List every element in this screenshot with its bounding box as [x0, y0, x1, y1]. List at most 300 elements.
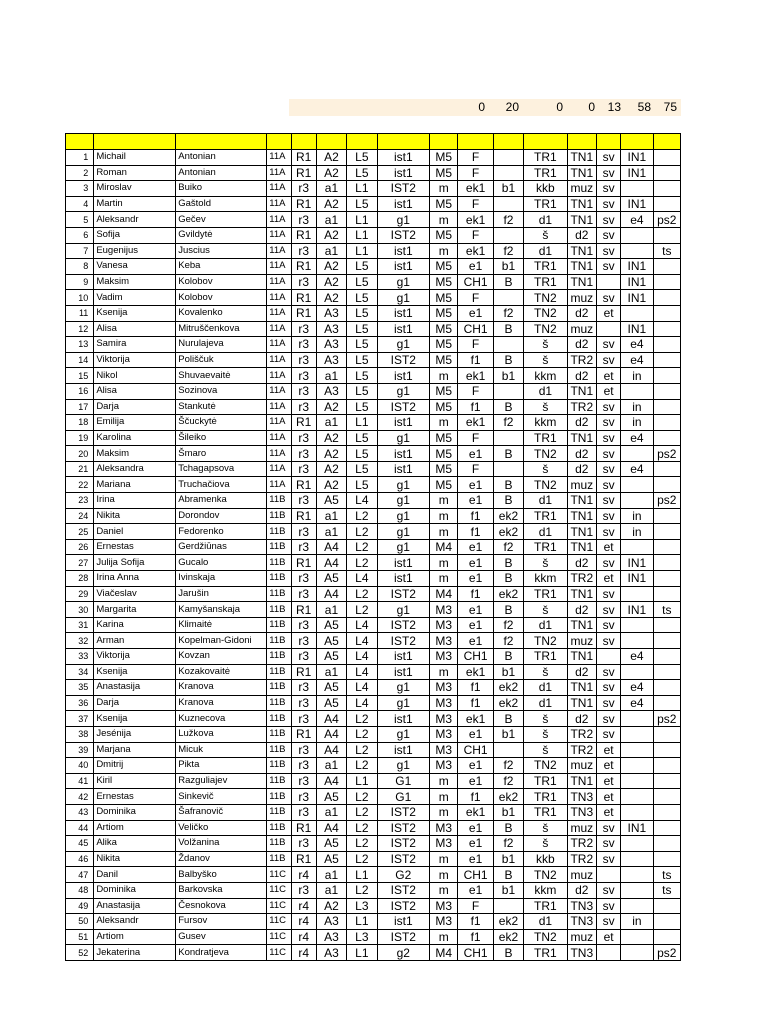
col-extra-cell: [653, 181, 680, 197]
col-sv-cell: et: [596, 368, 620, 384]
col-tr-cell: š: [524, 726, 567, 742]
col-b-cell: B: [493, 711, 523, 727]
col-m-cell: M3: [430, 898, 458, 914]
col-b-cell: [493, 383, 523, 399]
col-b-cell: b1: [493, 368, 523, 384]
col-f-cell: F: [458, 290, 493, 306]
last-name-cell: Kopelman-Gidoni: [176, 633, 267, 649]
col-ist-cell: ist1: [377, 196, 430, 212]
col-r-cell: r3: [291, 882, 316, 898]
class-cell: 11A: [267, 305, 291, 321]
col-m-cell: M5: [430, 274, 458, 290]
col-a-cell: A3: [316, 337, 346, 353]
col-extra-cell: [653, 571, 680, 587]
col-tr-cell: kkm: [524, 882, 567, 898]
table-row: [66, 150, 681, 166]
col-f-cell: e1: [458, 820, 493, 836]
col-in-cell: IN1: [621, 274, 653, 290]
first-name-cell: Ksenija: [94, 711, 176, 727]
last-name-cell: Gvildytė: [176, 227, 267, 243]
first-name-cell: Artiom: [94, 820, 176, 836]
col-b-cell: ek2: [493, 508, 523, 524]
col-a-cell: A5: [316, 493, 346, 509]
col-extra-cell: [653, 649, 680, 665]
col-b-cell: f2: [493, 212, 523, 228]
col-m-cell: M5: [430, 259, 458, 275]
col-ist-cell: IST2: [377, 929, 430, 945]
summary-value: 20: [505, 100, 519, 114]
table-row: [66, 914, 681, 930]
row-number-cell: 28: [66, 571, 94, 587]
col-m-cell: M5: [430, 383, 458, 399]
col-sv-cell: sv: [596, 477, 620, 493]
class-cell: 11A: [267, 461, 291, 477]
col-b-cell: f2: [493, 773, 523, 789]
first-name-cell: Martin: [94, 196, 176, 212]
class-cell: 11A: [267, 321, 291, 337]
table-row: [66, 726, 681, 742]
col-r-cell: r3: [291, 383, 316, 399]
col-in-cell: in: [621, 399, 653, 415]
first-name-cell: Ksenija: [94, 305, 176, 321]
class-cell: 11A: [267, 165, 291, 181]
col-extra-cell: [653, 477, 680, 493]
col-tr-cell: TR1: [524, 804, 567, 820]
table-row: [66, 742, 681, 758]
first-name-cell: Artiom: [94, 929, 176, 945]
col-in-cell: e4: [621, 430, 653, 446]
col-m-cell: M3: [430, 617, 458, 633]
col-l-cell: L2: [347, 820, 377, 836]
col-a-cell: A2: [316, 196, 346, 212]
first-name-cell: Danil: [94, 867, 176, 883]
col-l-cell: L5: [347, 305, 377, 321]
last-name-cell: Fursov: [176, 914, 267, 930]
row-number-cell: 41: [66, 773, 94, 789]
col-tr-cell: TN2: [524, 867, 567, 883]
col-tn-cell: TN1: [567, 524, 596, 540]
table-row: [66, 415, 681, 431]
last-name-cell: Fedorenko: [176, 524, 267, 540]
col-f-cell: F: [458, 227, 493, 243]
row-number-cell: 48: [66, 882, 94, 898]
col-r-cell: r3: [291, 649, 316, 665]
col-extra-cell: [653, 726, 680, 742]
table-row: [66, 368, 681, 384]
col-tr-cell: TN2: [524, 446, 567, 462]
col-l-cell: L5: [347, 321, 377, 337]
col-a-cell: A2: [316, 150, 346, 166]
col-b-cell: B: [493, 945, 523, 961]
col-ist-cell: g2: [377, 945, 430, 961]
col-sv-cell: sv: [596, 196, 620, 212]
col-sv-cell: [596, 649, 620, 665]
col-extra-cell: [653, 804, 680, 820]
table-row: [66, 945, 681, 961]
first-name-cell: Vadim: [94, 290, 176, 306]
first-name-cell: Ernestas: [94, 539, 176, 555]
col-m-cell: M5: [430, 227, 458, 243]
col-f-cell: e1: [458, 539, 493, 555]
col-sv-cell: et: [596, 789, 620, 805]
table-row: [66, 773, 681, 789]
class-cell: 11A: [267, 274, 291, 290]
col-m-cell: M3: [430, 649, 458, 665]
row-number-cell: 7: [66, 243, 94, 259]
col-sv-cell: sv: [596, 664, 620, 680]
col-tn-cell: d2: [567, 305, 596, 321]
col-m-cell: M4: [430, 539, 458, 555]
col-tr-cell: š: [524, 836, 567, 852]
col-m-cell: m: [430, 929, 458, 945]
col-sv-cell: sv: [596, 602, 620, 618]
col-in-cell: IN1: [621, 290, 653, 306]
col-l-cell: L2: [347, 508, 377, 524]
col-tr-cell: TN2: [524, 929, 567, 945]
col-l-cell: L2: [347, 742, 377, 758]
col-m-cell: M3: [430, 758, 458, 774]
col-ist-cell: g1: [377, 212, 430, 228]
class-cell: 11B: [267, 695, 291, 711]
col-extra-cell: ps2: [653, 212, 680, 228]
row-number-cell: 16: [66, 383, 94, 399]
col-f-cell: ek1: [458, 243, 493, 259]
first-name-cell: Miroslav: [94, 181, 176, 197]
col-extra-cell: [653, 929, 680, 945]
col-in-cell: [621, 586, 653, 602]
col-ist-cell: ist1: [377, 150, 430, 166]
col-extra-cell: [653, 789, 680, 805]
col-tn-cell: TN1: [567, 695, 596, 711]
first-name-cell: Michail: [94, 150, 176, 166]
first-name-cell: Nikol: [94, 368, 176, 384]
col-b-cell: [493, 165, 523, 181]
col-b-cell: f2: [493, 836, 523, 852]
col-tr-cell: d1: [524, 680, 567, 696]
col-f-cell: f1: [458, 929, 493, 945]
col-r-cell: r3: [291, 321, 316, 337]
first-name-cell: Aleksandr: [94, 914, 176, 930]
col-in-cell: [621, 726, 653, 742]
col-tn-cell: TN1: [567, 259, 596, 275]
col-tn-cell: TN1: [567, 274, 596, 290]
col-ist-cell: IST2: [377, 633, 430, 649]
col-f-cell: ek1: [458, 804, 493, 820]
col-a-cell: a1: [316, 243, 346, 259]
col-b-cell: B: [493, 321, 523, 337]
col-a-cell: a1: [316, 181, 346, 197]
col-r-cell: r4: [291, 898, 316, 914]
col-m-cell: m: [430, 851, 458, 867]
col-ist-cell: IST2: [377, 586, 430, 602]
col-tr-cell: TR1: [524, 508, 567, 524]
col-a-cell: A5: [316, 633, 346, 649]
last-name-cell: Stankutė: [176, 399, 267, 415]
row-number-cell: 29: [66, 586, 94, 602]
col-l-cell: L2: [347, 539, 377, 555]
col-tn-cell: d2: [567, 882, 596, 898]
col-l-cell: L5: [347, 446, 377, 462]
col-tn-cell: TR2: [567, 742, 596, 758]
first-name-cell: Arman: [94, 633, 176, 649]
col-l-cell: L1: [347, 415, 377, 431]
col-tr-cell: d1: [524, 383, 567, 399]
last-name-cell: Mitruščenkova: [176, 321, 267, 337]
table-row: [66, 243, 681, 259]
col-tr-cell: d1: [524, 914, 567, 930]
col-a-cell: A4: [316, 586, 346, 602]
col-ist-cell: G1: [377, 773, 430, 789]
col-b-cell: ek2: [493, 680, 523, 696]
first-name-cell: Maksim: [94, 274, 176, 290]
last-name-cell: Tchagapsova: [176, 461, 267, 477]
table-row: [66, 649, 681, 665]
col-a-cell: A4: [316, 711, 346, 727]
col-m-cell: m: [430, 508, 458, 524]
col-r-cell: r3: [291, 773, 316, 789]
col-m-cell: M5: [430, 196, 458, 212]
col-extra-cell: [653, 914, 680, 930]
col-tr-cell: TR1: [524, 430, 567, 446]
col-b-cell: B: [493, 649, 523, 665]
row-number-cell: 34: [66, 664, 94, 680]
col-ist-cell: IST2: [377, 804, 430, 820]
class-cell: 11A: [267, 477, 291, 493]
row-number-cell: 46: [66, 851, 94, 867]
col-tn-cell: TR2: [567, 726, 596, 742]
col-a-cell: A2: [316, 227, 346, 243]
col-a-cell: A5: [316, 680, 346, 696]
col-l-cell: L5: [347, 399, 377, 415]
last-name-cell: Šafranovič: [176, 804, 267, 820]
col-tr-cell: kkm: [524, 368, 567, 384]
col-tn-cell: d2: [567, 555, 596, 571]
row-number-cell: 10: [66, 290, 94, 306]
col-sv-cell: [596, 321, 620, 337]
first-name-cell: Dominika: [94, 882, 176, 898]
row-number-cell: 43: [66, 804, 94, 820]
summary-value: 0: [556, 100, 563, 114]
first-name-cell: Nikita: [94, 851, 176, 867]
col-r-cell: r3: [291, 212, 316, 228]
col-l-cell: L5: [347, 274, 377, 290]
col-l-cell: L4: [347, 695, 377, 711]
col-m-cell: M3: [430, 711, 458, 727]
class-cell: 11C: [267, 867, 291, 883]
last-name-cell: Šileiko: [176, 430, 267, 446]
col-sv-cell: [596, 867, 620, 883]
col-tr-cell: TR1: [524, 165, 567, 181]
col-r-cell: r3: [291, 493, 316, 509]
col-a-cell: A3: [316, 352, 346, 368]
col-sv-cell: [596, 945, 620, 961]
col-a-cell: A2: [316, 290, 346, 306]
class-cell: 11A: [267, 430, 291, 446]
col-l-cell: L2: [347, 804, 377, 820]
col-sv-cell: sv: [596, 227, 620, 243]
table-row: [66, 711, 681, 727]
first-name-cell: Sofija: [94, 227, 176, 243]
first-name-cell: Irina: [94, 493, 176, 509]
col-sv-cell: sv: [596, 898, 620, 914]
col-tr-cell: d1: [524, 243, 567, 259]
table-row: [66, 165, 681, 181]
col-ist-cell: g1: [377, 524, 430, 540]
col-r-cell: r3: [291, 789, 316, 805]
col-m-cell: m: [430, 773, 458, 789]
col-ist-cell: IST2: [377, 820, 430, 836]
col-b-cell: b1: [493, 664, 523, 680]
col-in-cell: [621, 773, 653, 789]
col-b-cell: B: [493, 274, 523, 290]
table-row: [66, 337, 681, 353]
col-in-cell: [621, 227, 653, 243]
col-ist-cell: ist1: [377, 321, 430, 337]
col-b-cell: f2: [493, 617, 523, 633]
col-f-cell: e1: [458, 773, 493, 789]
first-name-cell: Jesénija: [94, 726, 176, 742]
class-cell: 11B: [267, 711, 291, 727]
col-f-cell: f1: [458, 914, 493, 930]
col-f-cell: CH1: [458, 945, 493, 961]
col-f-cell: e1: [458, 617, 493, 633]
last-name-cell: Abramenka: [176, 493, 267, 509]
col-tr-cell: š: [524, 555, 567, 571]
table-row: [66, 196, 681, 212]
col-f-cell: F: [458, 898, 493, 914]
col-ist-cell: g1: [377, 602, 430, 618]
col-tr-cell: TR1: [524, 539, 567, 555]
first-name-cell: Alisa: [94, 383, 176, 399]
last-name-cell: Pikta: [176, 758, 267, 774]
col-in-cell: IN1: [621, 555, 653, 571]
class-cell: 11B: [267, 742, 291, 758]
row-number-cell: 25: [66, 524, 94, 540]
col-ist-cell: ist1: [377, 415, 430, 431]
col-extra-cell: [653, 165, 680, 181]
col-m-cell: M3: [430, 695, 458, 711]
col-b-cell: f2: [493, 758, 523, 774]
class-cell: 11A: [267, 446, 291, 462]
class-cell: 11B: [267, 602, 291, 618]
col-l-cell: L2: [347, 602, 377, 618]
row-number-cell: 5: [66, 212, 94, 228]
table-row: [66, 524, 681, 540]
class-cell: 11B: [267, 680, 291, 696]
col-m-cell: M3: [430, 680, 458, 696]
col-a-cell: A2: [316, 399, 346, 415]
col-f-cell: f1: [458, 508, 493, 524]
col-a-cell: A5: [316, 571, 346, 587]
col-a-cell: A5: [316, 789, 346, 805]
last-name-cell: Gucalo: [176, 555, 267, 571]
col-l-cell: L2: [347, 555, 377, 571]
class-cell: 11B: [267, 649, 291, 665]
col-ist-cell: ist1: [377, 259, 430, 275]
col-m-cell: M5: [430, 461, 458, 477]
col-ist-cell: IST2: [377, 227, 430, 243]
col-m-cell: M5: [430, 352, 458, 368]
col-a-cell: A2: [316, 477, 346, 493]
table-row: [66, 867, 681, 883]
col-ist-cell: g1: [377, 508, 430, 524]
class-cell: 11B: [267, 508, 291, 524]
col-in-cell: e4: [621, 695, 653, 711]
last-name-cell: Buiko: [176, 181, 267, 197]
col-l-cell: L4: [347, 571, 377, 587]
col-ist-cell: ist1: [377, 914, 430, 930]
row-number-cell: 40: [66, 758, 94, 774]
col-r-cell: R1: [291, 150, 316, 166]
col-tr-cell: d1: [524, 695, 567, 711]
col-l-cell: L5: [347, 150, 377, 166]
col-m-cell: m: [430, 368, 458, 384]
col-r-cell: r4: [291, 945, 316, 961]
col-m-cell: M3: [430, 914, 458, 930]
col-r-cell: r3: [291, 430, 316, 446]
col-extra-cell: [653, 617, 680, 633]
first-name-cell: Viktorija: [94, 649, 176, 665]
col-r-cell: r3: [291, 695, 316, 711]
col-l-cell: L2: [347, 758, 377, 774]
col-sv-cell: et: [596, 758, 620, 774]
row-number-cell: 52: [66, 945, 94, 961]
col-extra-cell: [653, 368, 680, 384]
col-f-cell: F: [458, 430, 493, 446]
col-a-cell: A2: [316, 446, 346, 462]
col-tn-cell: TN1: [567, 165, 596, 181]
col-a-cell: A5: [316, 851, 346, 867]
col-in-cell: e4: [621, 461, 653, 477]
col-tr-cell: kkb: [524, 851, 567, 867]
col-extra-cell: [653, 399, 680, 415]
last-name-cell: Kolobov: [176, 274, 267, 290]
table-row: [66, 399, 681, 415]
col-extra-cell: [653, 695, 680, 711]
col-a-cell: A3: [316, 914, 346, 930]
col-tr-cell: TR1: [524, 586, 567, 602]
col-f-cell: e1: [458, 305, 493, 321]
col-a-cell: a1: [316, 804, 346, 820]
table-row: [66, 477, 681, 493]
table-row: [66, 383, 681, 399]
summary-row: [289, 99, 681, 116]
last-name-cell: Veličko: [176, 820, 267, 836]
col-tr-cell: TN2: [524, 305, 567, 321]
col-tn-cell: d2: [567, 664, 596, 680]
col-sv-cell: et: [596, 571, 620, 587]
col-tn-cell: muz: [567, 820, 596, 836]
col-tn-cell: d2: [567, 602, 596, 618]
col-in-cell: [621, 851, 653, 867]
col-l-cell: L4: [347, 617, 377, 633]
col-ist-cell: g1: [377, 337, 430, 353]
last-name-cell: Nurulajeva: [176, 337, 267, 353]
col-r-cell: r3: [291, 680, 316, 696]
col-b-cell: B: [493, 352, 523, 368]
col-m-cell: m: [430, 571, 458, 587]
row-number-cell: 24: [66, 508, 94, 524]
last-name-cell: Gaštold: [176, 196, 267, 212]
last-name-cell: Šmaro: [176, 446, 267, 462]
col-f-cell: f1: [458, 695, 493, 711]
table-row: [66, 321, 681, 337]
col-ist-cell: ist1: [377, 555, 430, 571]
col-tr-cell: TN2: [524, 633, 567, 649]
col-in-cell: in: [621, 524, 653, 540]
table-row: [66, 789, 681, 805]
col-f-cell: ek1: [458, 415, 493, 431]
